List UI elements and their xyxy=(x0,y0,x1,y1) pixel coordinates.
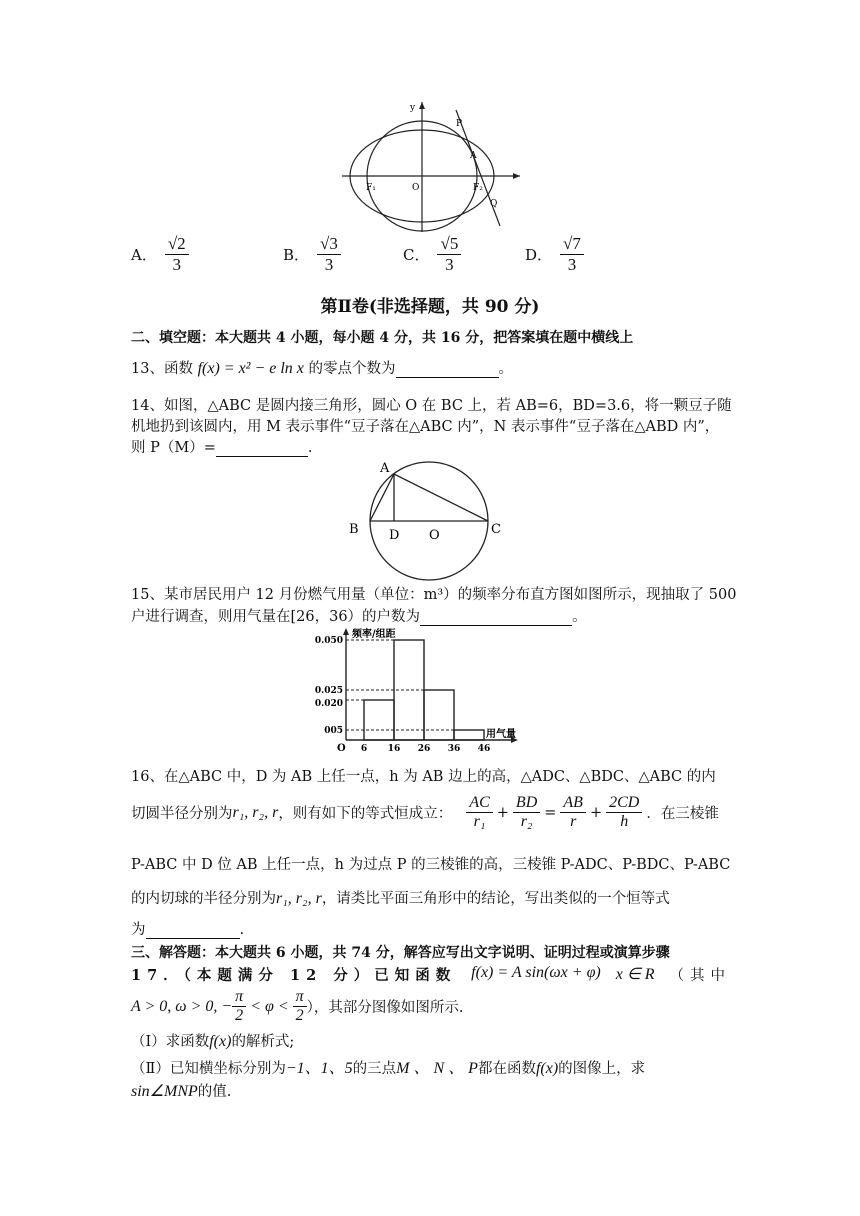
q17-domain: x ∈ R xyxy=(615,966,655,983)
label-d: D xyxy=(389,528,400,543)
y-label: y xyxy=(410,103,416,113)
denominator: 2 xyxy=(235,1007,244,1025)
option-fraction xyxy=(317,234,341,274)
ellipse-circle-figure xyxy=(338,98,524,236)
q17-points: M 、 N 、 P xyxy=(396,1060,478,1077)
q15-prefix: 户进行调查，则用气量在[26，36）的户数为 xyxy=(131,609,421,625)
numerator: 2CD xyxy=(606,794,642,813)
x-tick-label: 36 xyxy=(447,744,461,754)
q16-text: ，则有如下的等式恒成立： xyxy=(278,806,453,823)
x-axis-label: 用气量 xyxy=(486,729,516,740)
label-o: O xyxy=(429,528,440,543)
q17-function: f(x) = A sin(ωx + φ) xyxy=(471,964,601,981)
part2-title: 第Ⅱ卷(非选择题，共 90 分) xyxy=(320,297,540,317)
answer-blank xyxy=(216,440,308,457)
numerator: √5 xyxy=(437,234,461,255)
label-a: A xyxy=(380,461,390,476)
option-letter: C． xyxy=(403,245,430,264)
x-tick-label: 26 xyxy=(417,744,431,754)
x-tick-label: 6 xyxy=(360,744,368,754)
circle-triangle-figure xyxy=(345,455,510,583)
denominator: 3 xyxy=(567,254,577,274)
q16-text: 切圆半径分别为 xyxy=(131,806,233,823)
option-a xyxy=(131,234,189,274)
fraction-bd-r2 xyxy=(513,794,540,832)
fraction-2cd-h xyxy=(606,794,642,832)
fraction-pi-2 xyxy=(232,988,246,1026)
numerator: π xyxy=(293,988,307,1007)
section3-heading: 三、解答题：本大题共 6 小题，共 74 分，解答应写出文字说明、证明过程或演算步骤 xyxy=(131,945,670,961)
gas-usage-histogram xyxy=(312,624,527,754)
option-b xyxy=(283,234,341,274)
q13-end: 。 xyxy=(498,361,514,377)
q17-paren: （其中 xyxy=(669,968,731,984)
q17-part2-line2 xyxy=(131,1080,231,1101)
denominator: 3 xyxy=(445,254,454,274)
y-axis-arrow xyxy=(343,628,349,635)
q16-line4 xyxy=(131,887,670,908)
x-tick-label: 46 xyxy=(477,744,491,754)
label-f1: F₁ xyxy=(366,183,376,193)
denominator: 3 xyxy=(172,254,182,274)
q17-text: （Ⅱ）已知横坐标分别为 xyxy=(131,1061,286,1077)
option-c xyxy=(403,234,461,274)
q17-text: 的值. xyxy=(197,1084,232,1100)
numerator: AB xyxy=(560,794,586,813)
q17-text: 都在函数 xyxy=(477,1061,536,1077)
q16-line1: 16、在△ABC 中，D 为 AB 上任一点，h 为 AB 边上的高，△ADC、△BDC、△ABC 的内 xyxy=(131,769,716,785)
option-letter: A． xyxy=(131,245,157,264)
label-q: Q xyxy=(490,199,498,209)
q14-line3 xyxy=(131,436,312,457)
q17-part2 xyxy=(131,1055,645,1078)
q16-line3: P-ABC 中 D 位 AB 上任一点，h 为过点 P 的三棱锥的高，三棱锥 P-ADC、P-BDC、P-ABC xyxy=(131,857,731,873)
option-fraction xyxy=(165,234,189,274)
label-f2: F₂ xyxy=(473,183,483,193)
y-tick-label: 0.050 xyxy=(314,636,343,646)
label-o: O xyxy=(412,183,420,193)
label-c: C xyxy=(491,522,501,537)
q17-text: 的解析式; xyxy=(231,1034,295,1050)
y-tick-label: 0.020 xyxy=(314,699,343,709)
denominator: 3 xyxy=(324,254,334,274)
triangle-abc xyxy=(370,474,488,521)
numerator: AC xyxy=(466,794,492,813)
q16-end: . xyxy=(239,922,245,938)
q17-function: f(x) xyxy=(209,1033,232,1050)
numerator: √7 xyxy=(560,234,584,255)
q13-formula: f(x) = x² − e ln x xyxy=(197,360,304,377)
numerator: π xyxy=(232,988,246,1007)
answer-blank xyxy=(396,361,499,378)
numerator: √2 xyxy=(165,234,189,255)
q15-end: 。 xyxy=(572,609,587,625)
section2-heading: 二、填空题：本大题共 4 小题，每小题 4 分，共 16 分，把答案填在题中横线上 xyxy=(131,330,634,346)
q17-heading: 17．（本题满分 12 分）已知函数 xyxy=(131,967,457,984)
histogram-bar xyxy=(364,700,394,740)
question-13 xyxy=(131,357,513,378)
x-tick-label: 16 xyxy=(387,744,401,754)
q16-line2: 切圆半径分别为 r₁, r₂, r ，则有如下的等式恒成立： $\frac{AC}{\text{r₁}}$ + $\frac{BD}{\text{r₂}}$ = $\frac{AB}{r}$ + $\frac{2CD}{h}$ ．在三棱锥 xyxy=(131,794,719,831)
q17-sine: sin∠MNP xyxy=(131,1083,198,1100)
q15-line2 xyxy=(131,605,587,626)
q16-text: ．在三棱锥 xyxy=(646,806,719,823)
denominator: h xyxy=(620,813,629,831)
answer-blank xyxy=(146,922,240,939)
option-fraction xyxy=(560,234,584,274)
q14-end: . xyxy=(307,440,313,456)
q17-part1 xyxy=(131,1030,294,1051)
label-p: P xyxy=(456,119,463,129)
q14-line1: 14、如图，△ABC 是圆内接三角形，圆心 O 在 BC 上，若 AB=6，BD=3.6，将一颗豆子随 xyxy=(131,398,732,414)
option-d xyxy=(525,234,584,274)
label-a: A xyxy=(470,151,477,161)
q16-radii: r₁, r₂, r xyxy=(232,803,279,821)
y-tick-label: 0.025 xyxy=(314,686,343,696)
q17-condition: A > 0, ω > 0, − xyxy=(131,997,233,1015)
q13-prefix: 13、函数 xyxy=(131,361,198,377)
q17-line2 xyxy=(131,988,464,1026)
fraction-ab-r xyxy=(560,794,586,832)
q17-function: f(x) xyxy=(535,1060,559,1077)
option-fraction xyxy=(437,234,461,274)
q16-text: 为 xyxy=(131,922,146,938)
histogram-bar xyxy=(424,690,454,740)
fraction-pi-2 xyxy=(293,988,307,1026)
q14-line2: 机地扔到该圆内，用 M 表示事件“豆子落在△ABC 内”，N 表示事件“豆子落在△ABD 内”， xyxy=(131,419,720,435)
q16-line5 xyxy=(131,918,244,939)
y-tick-label: 005 xyxy=(324,726,343,736)
q17-condition: < φ < xyxy=(250,997,289,1015)
denominator: r₂ xyxy=(520,813,533,831)
q17-tail: ），其部分图像如图所示. xyxy=(306,1000,464,1017)
q16-text: 的内切球的半径分别为 xyxy=(131,891,276,907)
fraction-ac-r1 xyxy=(466,794,492,832)
numerator: BD xyxy=(513,794,540,813)
q14-prefix: 则 P（M）= xyxy=(131,440,216,456)
q17-text: 的图像上，求 xyxy=(558,1061,646,1077)
q15-line1: 15、某市居民用户 12 月份燃气用量（单位：m³）的频率分布直方图如图所示，现抽取了 500 xyxy=(131,587,737,603)
option-letter: B． xyxy=(283,245,310,264)
option-letter: D． xyxy=(525,245,553,264)
histogram-bar xyxy=(454,730,484,740)
numerator: √3 xyxy=(317,234,341,255)
q13-suffix: 的零点个数为 xyxy=(303,361,396,377)
denominator: 2 xyxy=(295,1007,304,1025)
q17-text: （Ⅰ）求函数 xyxy=(131,1034,210,1050)
q16-radii: r₁, r₂, r xyxy=(276,890,322,907)
label-b: B xyxy=(349,522,359,537)
q16-text: ，请类比平面三角形中的结论，写出类似的一个恒等式 xyxy=(321,891,670,907)
y-axis-label: 频率/组距 xyxy=(352,629,396,640)
q17-line1 xyxy=(131,964,731,985)
q17-values: −1、1、5 xyxy=(285,1060,353,1077)
denominator: r₁ xyxy=(473,813,486,831)
denominator: r xyxy=(570,813,577,831)
origin-label: O xyxy=(337,743,346,754)
q17-text: 的三点 xyxy=(352,1061,397,1077)
